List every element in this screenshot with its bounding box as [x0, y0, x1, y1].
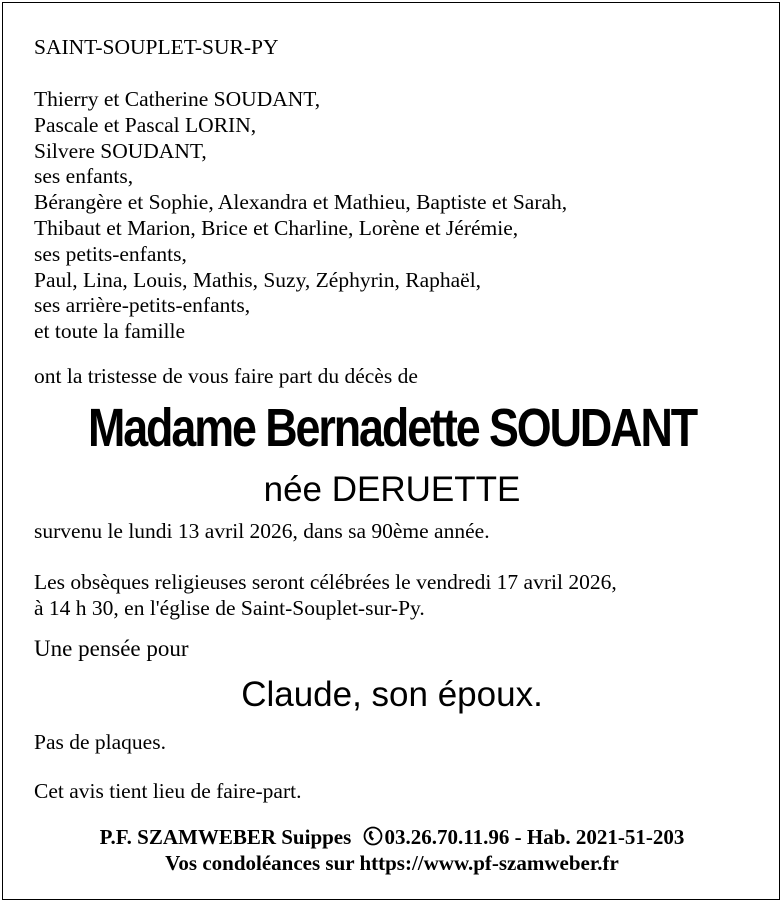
family-line: Paul, Lina, Louis, Mathis, Suzy, Zéphyrin, Raphaël, — [34, 267, 482, 292]
announcement-text: ont la tristesse de vous faire part du décès de — [34, 364, 418, 388]
family-line: et toute la famille — [34, 319, 186, 344]
family-line: Silvere SOUDANT, — [34, 138, 207, 163]
deceased-name: Madame Bernadette SOUDANT — [87, 398, 697, 458]
family-line: Thierry et Catherine SOUDANT, — [34, 87, 321, 111]
family-line: ses enfants, — [34, 164, 134, 189]
family-line: ses petits-enfants, — [34, 241, 187, 266]
obituary-notice — [2, 2, 780, 900]
thought-person: Claude, son époux. — [241, 675, 543, 714]
faire-part-note: Cet avis tient lieu de faire-part. — [34, 779, 302, 803]
funeral-home-name: P.F. SZAMWEBER Suippes — [99, 825, 352, 849]
family-list — [34, 87, 567, 345]
phone-icon — [363, 826, 383, 852]
death-info: survenu le lundi 13 avril 2026, dans sa 90ème année. — [34, 519, 490, 543]
condolences-link[interactable]: Vos condoléances sur https://www.pf-szamweber.fr — [165, 851, 619, 875]
thought-intro: Une pensée pour — [34, 636, 189, 661]
family-line: ses arrière-petits-enfants, — [34, 293, 251, 318]
funeral-line-2: à 14 h 30, en l'église de Saint-Souplet-sur-Py. — [34, 596, 425, 620]
town-header: SAINT-SOUPLET-SUR-PY — [34, 35, 279, 59]
funeral-home-line — [3, 825, 781, 852]
no-plaques-note: Pas de plaques. — [34, 730, 166, 754]
family-line: Thibaut et Marion, Brice et Charline, Lorène et Jérémie, — [34, 215, 519, 240]
funeral-line-1: Les obsèques religieuses seront célébrées le vendredi 17 avril 2026, — [34, 570, 617, 594]
family-line: Bérangère et Sophie, Alexandra et Mathieu, Baptiste et Sarah, — [34, 190, 568, 215]
family-line: Pascale et Pascal LORIN, — [34, 112, 257, 137]
phone-and-hab: 03.26.70.11.96 - Hab. 2021-51-203 — [384, 825, 685, 849]
maiden-name: née DERUETTE — [263, 470, 521, 509]
